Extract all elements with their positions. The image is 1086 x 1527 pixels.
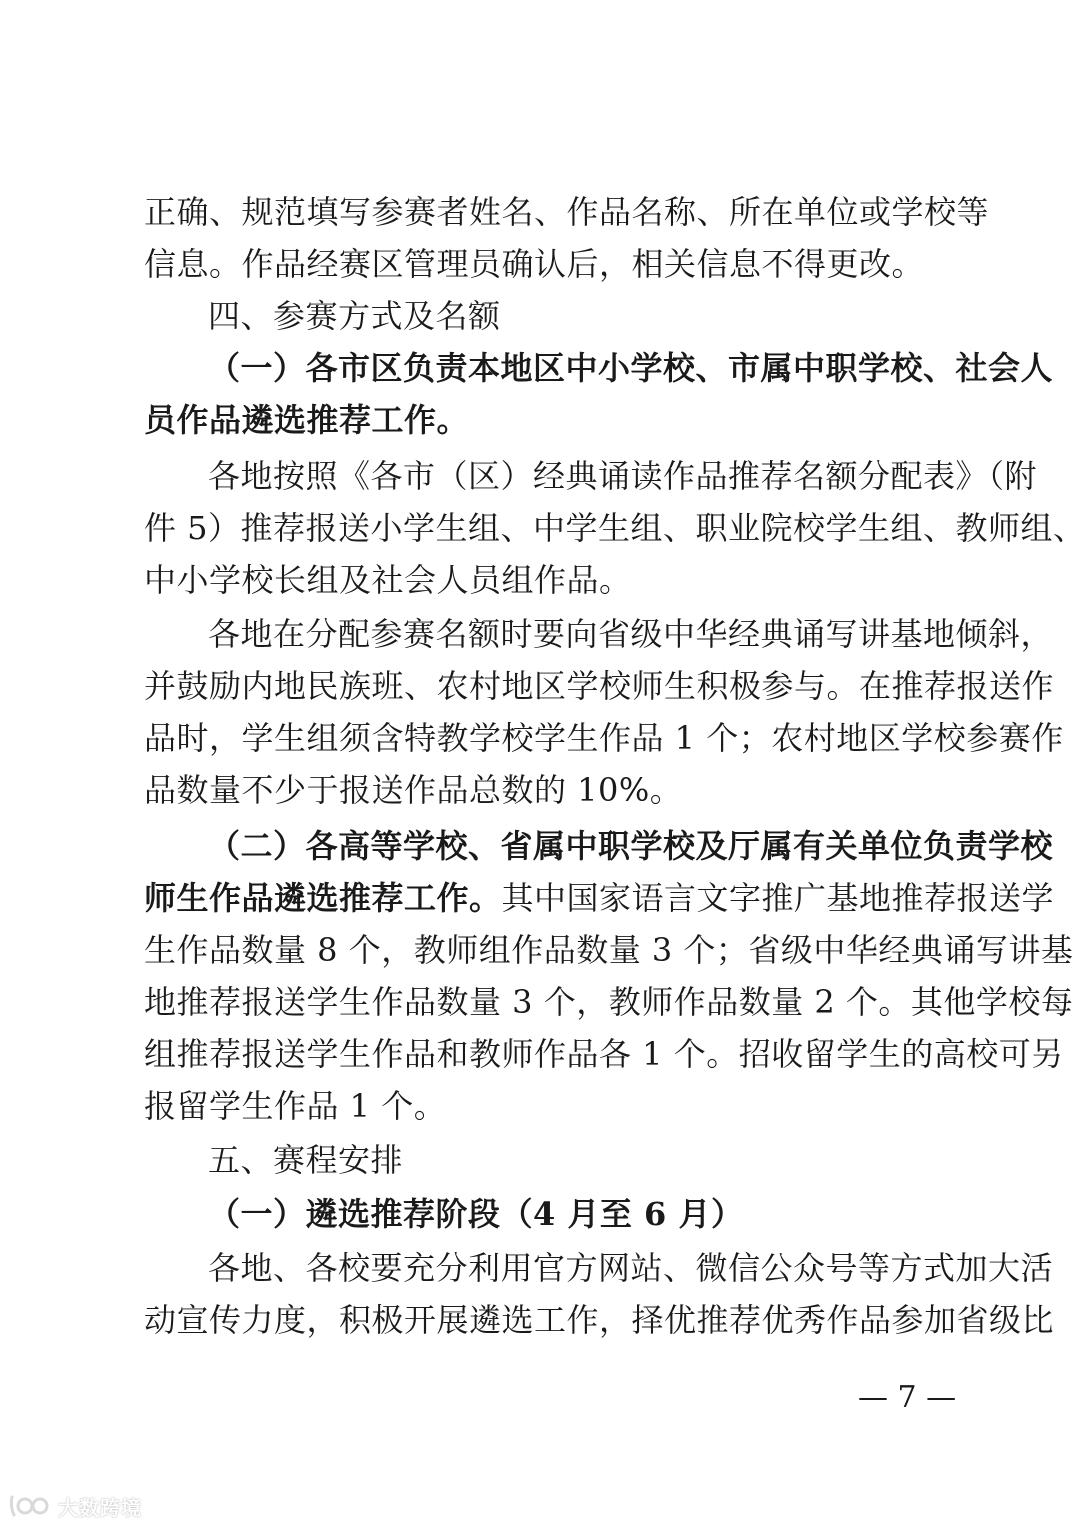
body-line-14-tail: 其中国家语言文字推广基地推荐报送学	[501, 879, 1055, 917]
body-line-15: 生作品数量 8 个，教师组作品数量 3 个；省级中华经典诵写讲基	[144, 931, 1074, 969]
body-line-8: 中小学校长组及社会人员组作品。	[144, 561, 632, 599]
body-line-10: 并鼓励内地民族班、农村地区学校师生积极参与。在推荐报送作	[144, 667, 1055, 705]
watermark-logo-icon	[8, 1493, 52, 1519]
body-line-18: 报留学生作品 1 个。	[144, 1087, 447, 1125]
watermark-text: 大数跨境	[58, 1495, 142, 1520]
page-number: — 7 —	[858, 1380, 957, 1415]
section-heading-5: 五、赛程安排	[208, 1141, 404, 1179]
body-line-23: 动宣传力度，积极开展遴选工作，择优推荐优秀作品参加省级比	[144, 1301, 1055, 1339]
subsection-heading-4-1-line-1: （一）各市区负责本地区中小学校、市属中职学校、社会人	[208, 349, 1054, 387]
body-line-17: 组推荐报送学生作品和教师作品各 1 个。招收留学生的高校可另	[144, 1035, 1064, 1073]
body-line-1: 正确、规范填写参赛者姓名、作品名称、所在单位或学校等	[144, 193, 990, 231]
subsection-heading-5-1: （一）遴选推荐阶段（4 月至 6 月）	[208, 1195, 744, 1233]
body-line-9: 各地在分配参赛名额时要向省级中华经典诵写讲基地倾斜，	[208, 615, 1054, 653]
subsection-heading-4-2-line-1: （二）各高等学校、省属中职学校及厅属有关单位负责学校	[208, 827, 1054, 865]
body-line-2: 信息。作品经赛区管理员确认后，相关信息不得更改。	[144, 245, 925, 283]
subsection-heading-4-2-line-2: 师生作品遴选推荐工作。	[144, 879, 502, 917]
subsection-heading-4-1-line-2: 员作品遴选推荐工作。	[144, 401, 470, 439]
mixed-line-14	[144, 878, 1055, 918]
watermark	[8, 1491, 142, 1521]
body-line-11: 品时，学生组须含特教学校学生作品 1 个；农村地区学校参赛作	[144, 719, 1064, 757]
body-line-6: 各地按照《各市（区）经典诵读作品推荐名额分配表》（附	[208, 457, 1038, 495]
body-line-16: 地推荐报送学生作品数量 3 个，教师作品数量 2 个。其他学校每	[144, 983, 1074, 1021]
body-line-22: 各地、各校要充分利用官方网站、微信公众号等方式加大活	[208, 1249, 1054, 1287]
body-line-12: 品数量不少于报送作品总数的 10%。	[144, 771, 683, 809]
body-line-7: 件 5）推荐报送小学生组、中学生组、职业院校学生组、教师组、	[144, 509, 1086, 547]
section-heading-4: 四、参赛方式及名额	[208, 297, 501, 335]
